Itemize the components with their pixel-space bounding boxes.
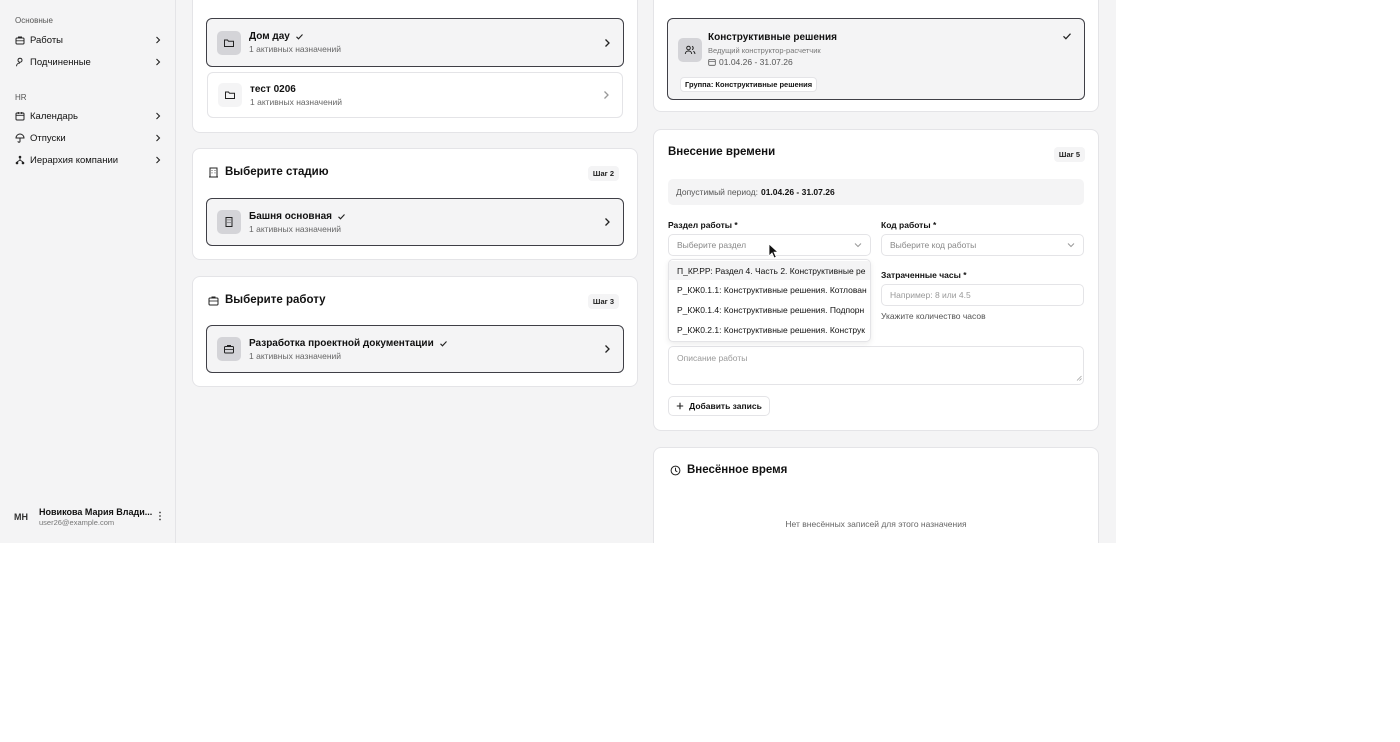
folder-icon	[217, 31, 241, 55]
avatar: МН	[14, 512, 28, 522]
sidebar-item-subordinates[interactable]	[10, 53, 166, 71]
calendar-icon	[13, 109, 27, 123]
section-option[interactable]: Р_КЖ0.1.4: Конструктивные решения. Подпорн	[677, 304, 865, 315]
step-badge: Шаг 5	[1054, 147, 1085, 162]
add-entry-button[interactable]	[668, 396, 770, 416]
sidebar-group-main-title: Основные	[15, 16, 53, 25]
code-select[interactable]	[881, 234, 1084, 256]
more-vertical-icon[interactable]	[154, 511, 166, 524]
umbrella-icon	[13, 131, 27, 145]
empty-state-text: Нет внесённых записей для этого назначения	[785, 519, 967, 529]
option-subtitle: 1 активных назначений	[249, 223, 342, 234]
chevron-down-icon	[1067, 242, 1075, 248]
check-icon	[337, 212, 346, 221]
check-icon	[439, 339, 448, 348]
chevron-right-icon	[603, 217, 611, 227]
chevron-right-icon	[152, 56, 164, 68]
assignment-period: 01.04.26 - 31.07.26	[719, 57, 793, 67]
allowed-period	[668, 179, 1084, 205]
description-textarea[interactable]	[668, 346, 1084, 385]
sidebar-item-calendar[interactable]	[10, 107, 166, 125]
sidebar-item-company-hierarchy[interactable]	[10, 151, 166, 169]
building-icon	[206, 165, 220, 179]
chevron-right-icon	[152, 132, 164, 144]
assignment-role: Ведущий конструктор-расчетчик	[708, 46, 821, 55]
option-subtitle: 1 активных назначений	[249, 350, 342, 361]
code-select-placeholder: Выберите код работы	[890, 240, 977, 250]
option-title: тест 0206	[250, 83, 296, 95]
hierarchy-icon	[13, 153, 27, 167]
resize-handle-icon[interactable]	[1076, 373, 1082, 383]
description-placeholder: Описание работы	[677, 353, 748, 363]
briefcase-icon	[206, 293, 220, 307]
section-label: Раздел работы *	[668, 220, 738, 230]
sidebar-item-label: Иерархия компании	[30, 154, 119, 166]
object-option-dom-dau[interactable]	[206, 18, 624, 67]
check-icon	[295, 32, 304, 41]
add-entry-label: Добавить запись	[689, 401, 762, 411]
chevron-down-icon	[854, 242, 862, 248]
option-title: Башня основная	[249, 210, 333, 222]
time-entry-title: Внесение времени	[668, 146, 776, 158]
hours-hint: Укажите количество часов	[881, 311, 986, 321]
sidebar-item-label: Работы	[30, 34, 63, 46]
entered-time-title: Внесённое время	[687, 464, 788, 476]
building-icon	[217, 210, 241, 234]
briefcase-icon	[13, 33, 27, 47]
plus-icon	[676, 402, 684, 410]
section-option[interactable]: Р_КЖ0.2.1: Конструктивные решения. Конструк	[677, 324, 865, 335]
section-option[interactable]: П_КР.РР: Раздел 4. Часть 2. Конструктивные ре	[669, 261, 871, 280]
user-email: user26@example.com	[39, 518, 115, 527]
users-icon	[678, 38, 702, 62]
option-subtitle: 1 активных назначений	[249, 44, 342, 54]
hours-label: Затраченные часы *	[881, 270, 967, 280]
assignment-title: Конструктивные решения	[708, 32, 837, 43]
sidebar-item-label: Календарь	[30, 110, 78, 122]
work-option-design-docs[interactable]	[206, 325, 624, 373]
sidebar-item-works[interactable]	[10, 31, 166, 49]
assignment-option[interactable]	[667, 18, 1085, 100]
clock-icon	[668, 463, 682, 477]
check-icon	[1062, 31, 1072, 41]
user-profile[interactable]	[10, 502, 166, 532]
chevron-right-icon	[603, 344, 611, 354]
group-badge: Группа: Конструктивные решения	[680, 77, 817, 92]
work-card-title: Выберите работу	[225, 294, 326, 306]
sidebar-item-label: Отпуски	[30, 132, 66, 144]
chevron-right-icon	[152, 110, 164, 122]
sidebar-group-hr-title: HR	[15, 93, 27, 102]
step-badge: Шаг 3	[588, 294, 619, 309]
allowed-period-label: Допустимый период:	[676, 187, 758, 197]
chevron-right-icon	[152, 154, 164, 166]
code-label: Код работы *	[881, 220, 937, 230]
option-subtitle: 1 активных назначений	[250, 96, 343, 107]
allowed-period-value: 01.04.26 - 31.07.26	[760, 187, 835, 197]
chevron-right-icon	[603, 38, 611, 48]
sidebar	[0, 0, 176, 543]
mouse-cursor-icon	[768, 243, 779, 264]
user-name: Новикова Мария Влади...	[39, 507, 153, 517]
hours-input[interactable]: Например: 8 или 4.5	[881, 284, 1084, 306]
chevron-right-icon	[152, 34, 164, 46]
section-dropdown	[668, 259, 871, 342]
briefcase-icon	[217, 337, 241, 361]
chevron-right-icon	[602, 90, 610, 100]
calendar-icon	[708, 58, 716, 66]
option-title: Разработка проектной документации	[249, 337, 434, 349]
sidebar-item-vacations[interactable]	[10, 129, 166, 147]
step-badge: Шаг 2	[588, 166, 619, 181]
section-option[interactable]: Р_КЖ0.1.1: Конструктивные решения. Котлован	[677, 284, 867, 295]
folder-icon	[218, 83, 242, 107]
stage-option-tower-main[interactable]	[206, 198, 624, 246]
user-icon	[13, 55, 27, 69]
section-select-placeholder: Выберите раздел	[677, 240, 747, 250]
object-option-test-0206[interactable]	[207, 72, 623, 118]
sidebar-item-label: Подчиненные	[30, 56, 91, 68]
stage-card-title: Выберите стадию	[225, 166, 329, 178]
option-title: Дом дау	[249, 31, 290, 42]
